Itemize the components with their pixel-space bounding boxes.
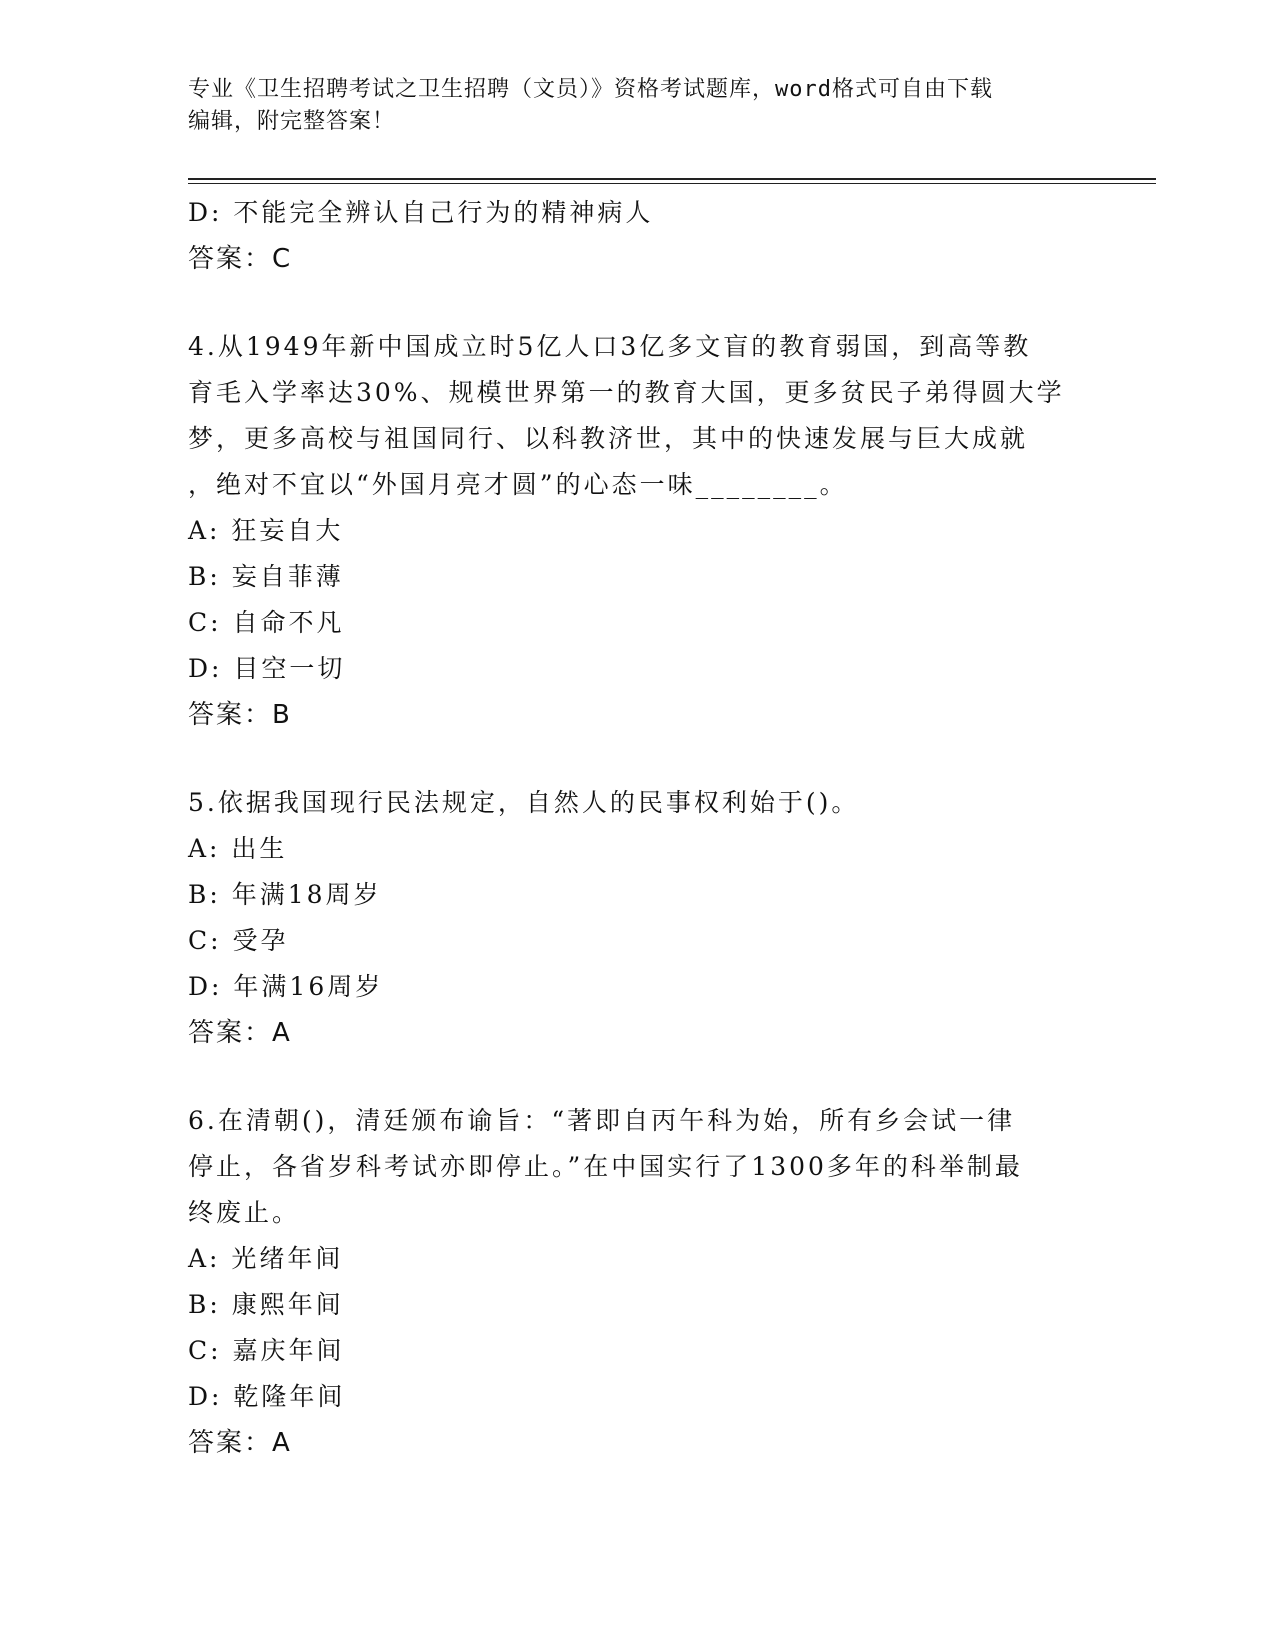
question-stem-line: 梦，更多高校与祖国同行、以科教济世，其中的快速发展与巨大成就 (188, 424, 1029, 453)
option-a: A: 出生 (188, 834, 288, 863)
option-d: D: 目空一切 (188, 654, 346, 683)
question-stem-line: 5.依据我国现行民法规定，自然人的民事权利始于()。 (188, 788, 860, 817)
question-stem-line: ，绝对不宜以“外国月亮才圆”的心态一味________。 (188, 470, 848, 499)
question-4 (188, 324, 1088, 738)
option-d: D: 不能完全辨认自己行为的精神病人 (188, 198, 654, 227)
option-c: C: 受孕 (188, 926, 289, 955)
header-line-1: 专业《卫生招聘考试之卫生招聘（文员）》资格考试题库，word格式可自由下载 (188, 77, 993, 102)
answer: 答案：A (188, 1428, 292, 1458)
option-c: C: 自命不凡 (188, 608, 345, 637)
option-b: B: 康熙年间 (188, 1290, 344, 1319)
header-line-2: 编辑，附完整答案！ (188, 109, 396, 134)
option-b: B: 妄自菲薄 (188, 562, 344, 591)
question-stem-line: 6.在清朝()，清廷颁布谕旨：“著即自丙午科为始，所有乡会试一律 (188, 1106, 1016, 1135)
question-stem-line: 停止，各省岁科考试亦即停止。”在中国实行了1300多年的科举制最 (188, 1152, 1023, 1181)
question-stem-line: 4.从1949年新中国成立时5亿人口3亿多文盲的教育弱国，到高等教 (188, 332, 1032, 361)
question-stem-line: 育毛入学率达30%、规模世界第一的教育大国，更多贫民子弟得圆大学 (188, 378, 1065, 407)
answer: 答案：C (188, 244, 293, 274)
option-d: D: 乾隆年间 (188, 1382, 346, 1411)
answer: 答案：B (188, 700, 292, 730)
option-a: A: 光绪年间 (188, 1244, 344, 1273)
option-d: D: 年满16周岁 (188, 972, 384, 1001)
question-5 (188, 780, 1088, 1056)
option-a: A: 狂妄自大 (188, 516, 344, 545)
option-c: C: 嘉庆年间 (188, 1336, 345, 1365)
question-6 (188, 1098, 1088, 1466)
document-header (188, 74, 1088, 138)
question-stem-line: 终废止。 (188, 1198, 301, 1227)
question-content (188, 190, 1088, 1466)
option-b: B: 年满18周岁 (188, 880, 382, 909)
header-divider (188, 178, 1156, 184)
answer: 答案：A (188, 1018, 292, 1048)
